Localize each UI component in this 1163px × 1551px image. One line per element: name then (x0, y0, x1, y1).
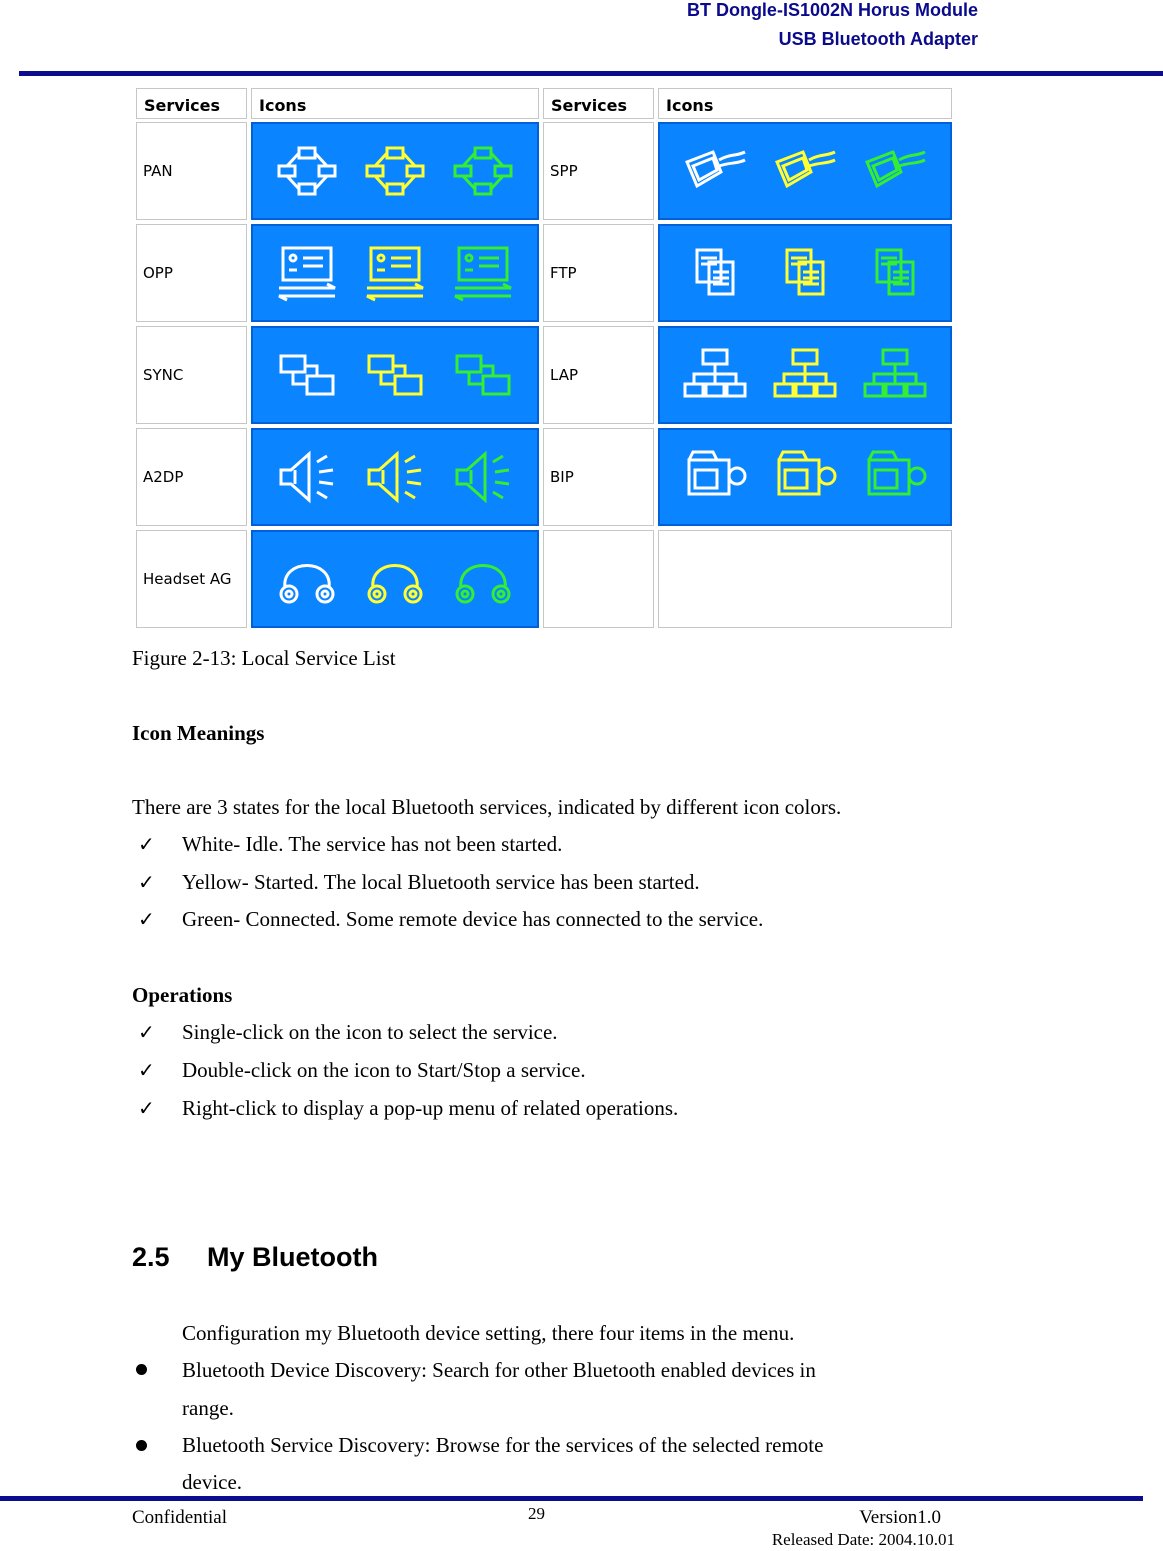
camera-icon[interactable] (863, 446, 927, 508)
headphones-icon[interactable] (363, 548, 427, 610)
check-icon: ✓ (138, 1058, 155, 1082)
service-label-bip: BIP (543, 428, 654, 526)
bullet-icon (136, 1364, 147, 1375)
contact-card-exchange-icon[interactable] (363, 242, 427, 304)
service-label-ftp: FTP (543, 224, 654, 322)
documents-icon[interactable] (773, 242, 837, 304)
footer-released: Released Date: 2004.10.01 (771, 1530, 955, 1549)
check-icon: ✓ (138, 1096, 155, 1120)
header-rule (19, 71, 1163, 76)
lap-icons (658, 326, 952, 424)
pan-icons (251, 122, 539, 220)
header-subtitle: USB Bluetooth Adapter (778, 29, 978, 49)
a2dp-icons (251, 428, 539, 526)
headphones-icon[interactable] (275, 548, 339, 610)
footer-rule (0, 1496, 1143, 1501)
service-label-empty (543, 530, 654, 628)
list-item: Yellow- Started. The local Bluetooth service has been started. (182, 870, 700, 894)
contact-card-exchange-icon[interactable] (451, 242, 515, 304)
operations-heading: Operations (132, 983, 233, 1007)
headset-ag-icons (251, 530, 539, 628)
network-ring-icon[interactable] (275, 140, 339, 202)
footer-confidential: Confidential (132, 1507, 227, 1528)
bip-icons (658, 428, 952, 526)
service-label-sync: SYNC (136, 326, 247, 424)
sync-boxes-icon[interactable] (275, 344, 339, 406)
section-intro: Configuration my Bluetooth device setting, there four items in the menu. (182, 1321, 795, 1345)
lan-tree-icon[interactable] (773, 344, 837, 406)
empty-icon-cell (658, 530, 952, 628)
sync-boxes-icon[interactable] (363, 344, 427, 406)
headphones-icon[interactable] (451, 548, 515, 610)
opp-icons (251, 224, 539, 322)
serial-cable-icon[interactable] (863, 140, 927, 202)
list-item: Green- Connected. Some remote device has connected to the service. (182, 907, 764, 931)
spp-icons (658, 122, 952, 220)
list-item: Single-click on the icon to select the service. (182, 1020, 558, 1044)
service-label-spp: SPP (543, 122, 654, 220)
network-ring-icon[interactable] (363, 140, 427, 202)
service-label-headset-ag: Headset AG (136, 530, 247, 628)
table-header-icons: Icons (658, 88, 952, 119)
list-item: Bluetooth Device Discovery: Search for other Bluetooth enabled devices in (182, 1358, 816, 1382)
service-label-lap: LAP (543, 326, 654, 424)
check-icon: ✓ (138, 870, 155, 894)
network-ring-icon[interactable] (451, 140, 515, 202)
header-title: BT Dongle-IS1002N Horus Module (686, 0, 978, 20)
camera-icon[interactable] (683, 446, 747, 508)
camera-icon[interactable] (773, 446, 837, 508)
local-service-table (132, 84, 955, 630)
lan-tree-icon[interactable] (863, 344, 927, 406)
bullet-icon (136, 1440, 147, 1451)
table-header-icons: Icons (251, 88, 539, 119)
check-icon: ✓ (138, 1020, 155, 1044)
list-item: Right-click to display a pop-up menu of related operations. (182, 1096, 679, 1120)
service-label-pan: PAN (136, 122, 247, 220)
section-number: 2.5 (132, 1242, 170, 1272)
list-item-continuation: device. (182, 1470, 243, 1494)
lan-tree-icon[interactable] (683, 344, 747, 406)
speaker-icon[interactable] (363, 446, 427, 508)
check-icon: ✓ (138, 832, 155, 856)
icon-meanings-intro: There are 3 states for the local Bluetooth services, indicated by different icon colors. (132, 795, 842, 819)
ftp-icons (658, 224, 952, 322)
documents-icon[interactable] (863, 242, 927, 304)
table-header-services: Services (136, 88, 247, 119)
contact-card-exchange-icon[interactable] (275, 242, 339, 304)
list-item: Double-click on the icon to Start/Stop a service. (182, 1058, 586, 1082)
section-title: My Bluetooth (207, 1242, 378, 1272)
list-item-continuation: range. (182, 1396, 234, 1420)
icon-meanings-heading: Icon Meanings (132, 721, 265, 745)
figure-caption: Figure 2-13: Local Service List (132, 646, 396, 670)
list-item: Bluetooth Service Discovery: Browse for the services of the selected remote (182, 1433, 824, 1457)
documents-icon[interactable] (683, 242, 747, 304)
service-label-opp: OPP (136, 224, 247, 322)
footer-version: Version1.0 (859, 1507, 941, 1528)
list-item: White- Idle. The service has not been started. (182, 832, 563, 856)
speaker-icon[interactable] (451, 446, 515, 508)
serial-cable-icon[interactable] (683, 140, 747, 202)
table-header-services: Services (543, 88, 654, 119)
sync-icons (251, 326, 539, 424)
sync-boxes-icon[interactable] (451, 344, 515, 406)
speaker-icon[interactable] (275, 446, 339, 508)
page-number: 29 (528, 1504, 545, 1523)
serial-cable-icon[interactable] (773, 140, 837, 202)
check-icon: ✓ (138, 907, 155, 931)
service-label-a2dp: A2DP (136, 428, 247, 526)
